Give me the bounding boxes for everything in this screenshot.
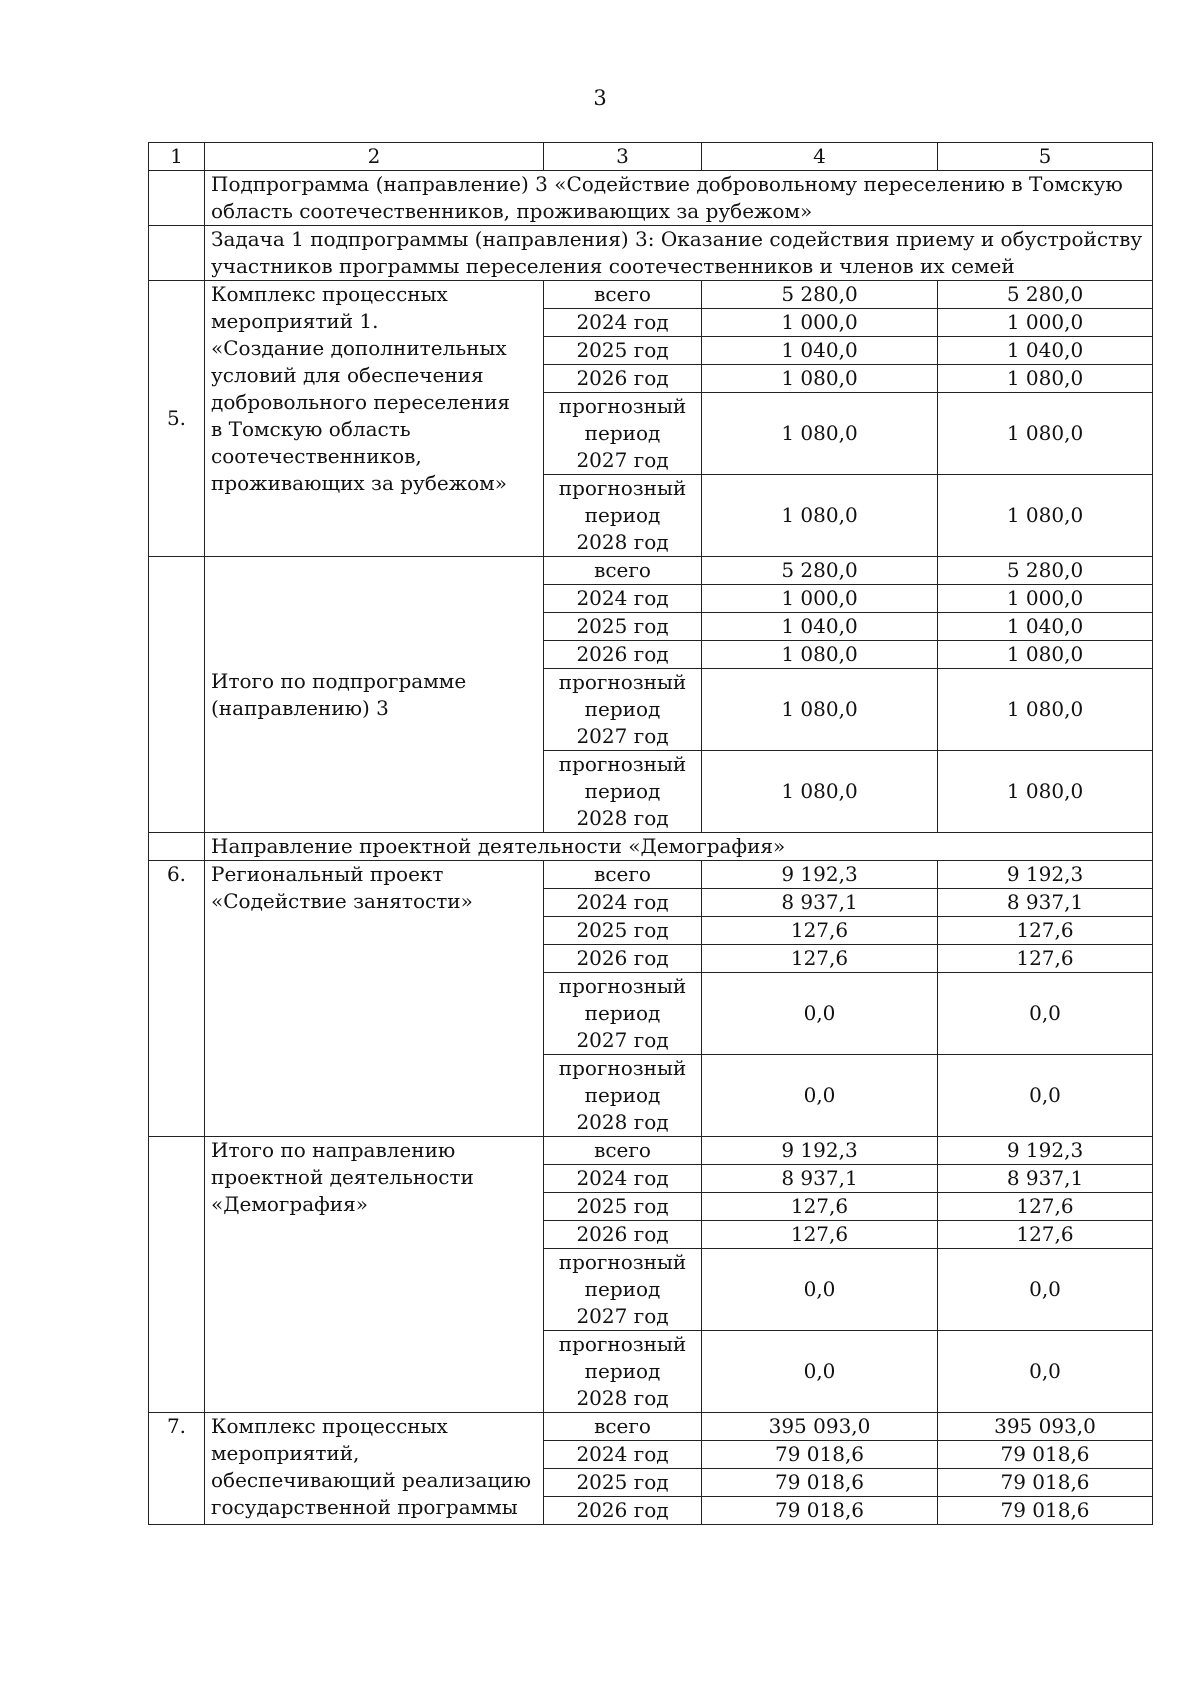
value-col5: 9 192,3 — [938, 1137, 1153, 1165]
value-col5: 1 040,0 — [938, 337, 1153, 365]
value-col5: 1 080,0 — [938, 751, 1153, 833]
period-label: прогнозный период 2027 год — [544, 393, 702, 475]
value-col4: 1 000,0 — [702, 585, 938, 613]
value-col4: 8 937,1 — [702, 889, 938, 917]
period-label: 2026 год — [544, 365, 702, 393]
value-col5: 1 000,0 — [938, 585, 1153, 613]
total-demography-number — [149, 1137, 205, 1413]
value-col5: 5 280,0 — [938, 281, 1153, 309]
value-col4: 1 080,0 — [702, 641, 938, 669]
value-col4: 1 000,0 — [702, 309, 938, 337]
block7-name: Комплекс процессных мероприятий, обеспечивающий реализацию государственной программы — [205, 1413, 544, 1525]
period-label: 2024 год — [544, 309, 702, 337]
header-cell-4: 4 — [702, 143, 938, 171]
period-label: прогнозный период 2028 год — [544, 475, 702, 557]
period-label: 2026 год — [544, 641, 702, 669]
period-label: 2025 год — [544, 1469, 702, 1497]
value-col5: 0,0 — [938, 1055, 1153, 1137]
period-label: 2025 год — [544, 1193, 702, 1221]
period-label: 2026 год — [544, 1221, 702, 1249]
value-col4: 0,0 — [702, 973, 938, 1055]
header-cell-1: 1 — [149, 143, 205, 171]
block6-name: Региональный проект «Содействие занятости» — [205, 861, 544, 1137]
period-label: прогнозный период 2027 год — [544, 669, 702, 751]
value-col4: 1 080,0 — [702, 365, 938, 393]
num-cell — [149, 833, 205, 861]
value-col4: 79 018,6 — [702, 1469, 938, 1497]
value-col4: 9 192,3 — [702, 861, 938, 889]
header-cell-3: 3 — [544, 143, 702, 171]
total-subprogram3-name: Итого по подпрограмме (направлению) 3 — [205, 557, 544, 833]
value-col5: 79 018,6 — [938, 1469, 1153, 1497]
value-col4: 0,0 — [702, 1331, 938, 1413]
period-label: 2026 год — [544, 1497, 702, 1525]
value-col4: 1 080,0 — [702, 475, 938, 557]
subprogram-title: Подпрограмма (направление) 3 «Содействие добровольному переселению в Томскую область соотечественников, проживающих за рубежом» — [205, 171, 1153, 226]
period-label: прогнозный период 2028 год — [544, 751, 702, 833]
value-col5: 0,0 — [938, 1249, 1153, 1331]
value-col5: 8 937,1 — [938, 1165, 1153, 1193]
value-col5: 9 192,3 — [938, 861, 1153, 889]
subprogram-row — [149, 171, 1153, 226]
num-cell — [149, 171, 205, 226]
value-col4: 127,6 — [702, 917, 938, 945]
period-label: 2024 год — [544, 585, 702, 613]
value-col4: 0,0 — [702, 1055, 938, 1137]
total-demography-row — [149, 1137, 1153, 1165]
value-col5: 1 080,0 — [938, 641, 1153, 669]
period-label: 2025 год — [544, 917, 702, 945]
value-col4: 127,6 — [702, 1193, 938, 1221]
header-cell-2: 2 — [205, 143, 544, 171]
value-col5: 127,6 — [938, 917, 1153, 945]
value-col4: 5 280,0 — [702, 557, 938, 585]
value-col5: 1 080,0 — [938, 393, 1153, 475]
total-subprogram3-row — [149, 557, 1153, 585]
total-subprogram3-number — [149, 557, 205, 833]
period-label: всего — [544, 1137, 702, 1165]
num-cell — [149, 226, 205, 281]
value-col4: 1 040,0 — [702, 613, 938, 641]
value-col5: 0,0 — [938, 1331, 1153, 1413]
value-col5: 127,6 — [938, 1193, 1153, 1221]
task-title: Задача 1 подпрограммы (направления) 3: Оказание содействия приему и обустройству участников программы переселения соотечественников и членов их семей — [205, 226, 1153, 281]
value-col5: 1 080,0 — [938, 475, 1153, 557]
value-col5: 127,6 — [938, 1221, 1153, 1249]
block6-number: 6. — [149, 861, 205, 1137]
period-label: 2024 год — [544, 1441, 702, 1469]
total-demography-name: Итого по направлению проектной деятельности «Демография» — [205, 1137, 544, 1413]
block7-row — [149, 1413, 1153, 1441]
header-row — [149, 143, 1153, 171]
period-label: 2024 год — [544, 1165, 702, 1193]
period-label: 2025 год — [544, 613, 702, 641]
period-label: 2026 год — [544, 945, 702, 973]
period-label: всего — [544, 1413, 702, 1441]
period-label: всего — [544, 281, 702, 309]
value-col4: 1 080,0 — [702, 751, 938, 833]
task-row — [149, 226, 1153, 281]
value-col5: 5 280,0 — [938, 557, 1153, 585]
value-col5: 8 937,1 — [938, 889, 1153, 917]
value-col4: 1 080,0 — [702, 393, 938, 475]
block5-number: 5. — [149, 281, 205, 557]
value-col5: 1 080,0 — [938, 365, 1153, 393]
period-label: прогнозный период 2027 год — [544, 1249, 702, 1331]
value-col4: 79 018,6 — [702, 1497, 938, 1525]
period-label: всего — [544, 861, 702, 889]
period-label: прогнозный период 2028 год — [544, 1331, 702, 1413]
value-col5: 1 080,0 — [938, 669, 1153, 751]
value-col4: 9 192,3 — [702, 1137, 938, 1165]
value-col5: 395 093,0 — [938, 1413, 1153, 1441]
value-col4: 79 018,6 — [702, 1441, 938, 1469]
header-cell-5: 5 — [938, 143, 1153, 171]
value-col5: 127,6 — [938, 945, 1153, 973]
period-label: 2024 год — [544, 889, 702, 917]
value-col4: 1 080,0 — [702, 669, 938, 751]
period-label: прогнозный период 2028 год — [544, 1055, 702, 1137]
value-col5: 1 040,0 — [938, 613, 1153, 641]
period-label: всего — [544, 557, 702, 585]
page-number: 3 — [593, 86, 607, 110]
value-col5: 79 018,6 — [938, 1441, 1153, 1469]
value-col4: 127,6 — [702, 1221, 938, 1249]
budget-table — [148, 142, 1153, 1525]
value-col4: 1 040,0 — [702, 337, 938, 365]
demography-row — [149, 833, 1153, 861]
value-col5: 79 018,6 — [938, 1497, 1153, 1525]
block5-row — [149, 281, 1153, 309]
value-col5: 0,0 — [938, 973, 1153, 1055]
value-col4: 127,6 — [702, 945, 938, 973]
value-col4: 8 937,1 — [702, 1165, 938, 1193]
block6-row — [149, 861, 1153, 889]
value-col4: 395 093,0 — [702, 1413, 938, 1441]
value-col4: 0,0 — [702, 1249, 938, 1331]
value-col5: 1 000,0 — [938, 309, 1153, 337]
period-label: прогнозный период 2027 год — [544, 973, 702, 1055]
block5-name: Комплекс процессных мероприятий 1. «Создание дополнительных условий для обеспечения добровольного переселения в Томскую область соотечественников, проживающих за рубежом» — [205, 281, 544, 557]
demography-title: Направление проектной деятельности «Демография» — [205, 833, 1153, 861]
value-col4: 5 280,0 — [702, 281, 938, 309]
period-label: 2025 год — [544, 337, 702, 365]
block7-number: 7. — [149, 1413, 205, 1525]
